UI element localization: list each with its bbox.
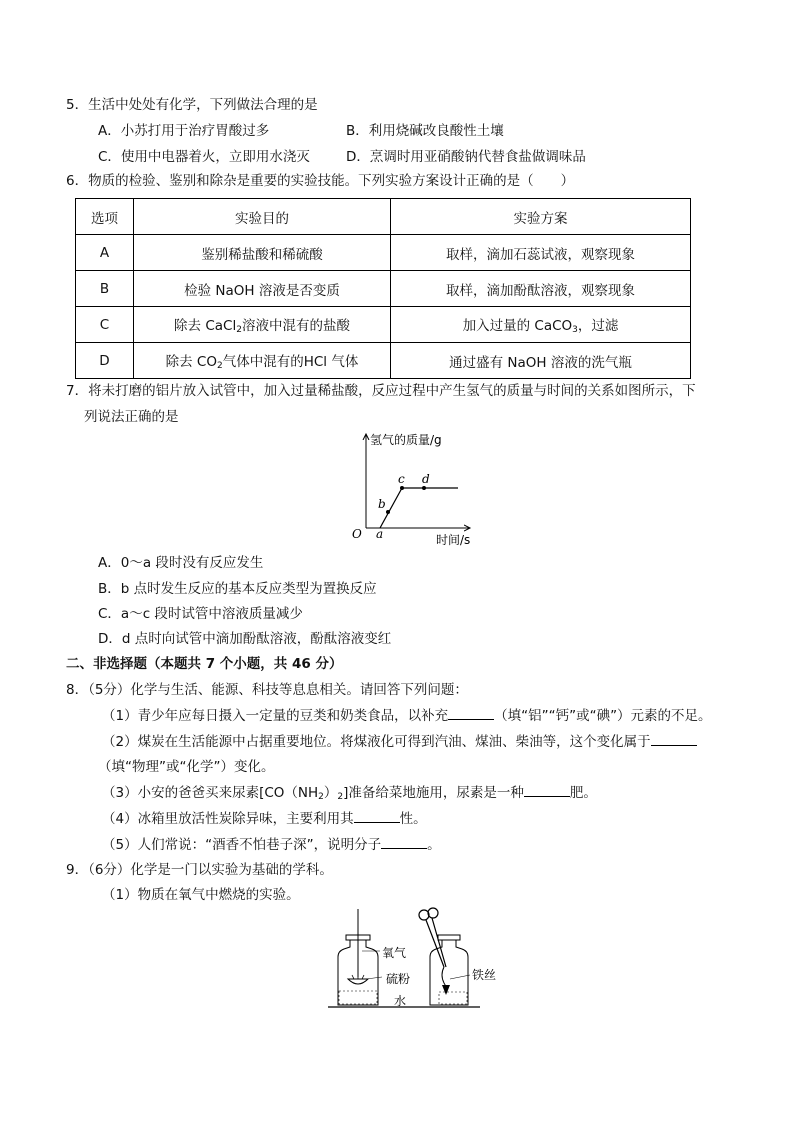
row-plan: 取样，滴加石蕊试液，观察现象	[391, 235, 691, 271]
combustion-apparatus-diagram	[320, 905, 500, 1017]
q5-option-b: B．利用烧碱改良酸性土壤	[346, 123, 504, 139]
q9-part1: （1）物质在氧气中燃烧的实验。	[102, 887, 300, 903]
answer-blank[interactable]	[651, 733, 697, 746]
hydrogen-curve	[380, 488, 458, 528]
q8-part3: （3）小安的爸爸买来尿素$[CO(NH_2)_2]$准备给菜地施用，尿素是一种 肥。	[102, 785, 597, 802]
leader-line	[450, 975, 470, 979]
leader-line	[366, 977, 382, 979]
row-plan: 通过盛有 NaOH 溶液的洗气瓶	[391, 343, 691, 379]
q5-stem: 5．生活中处处有化学，下列做法合理的是	[66, 97, 318, 113]
oxygen-label: 氧气	[382, 946, 407, 960]
header-purpose: 实验目的	[134, 199, 391, 235]
table-row	[76, 343, 691, 379]
q5-option-d: D．烹调时用亚硝酸钠代替食盐做调味品	[346, 149, 586, 165]
q8-stem: 8．（5分）化学与生活、能源、科技等息息相关。请回答下列问题：	[66, 682, 468, 698]
point-b	[386, 510, 390, 514]
origin-label: O	[352, 527, 362, 541]
section-heading: 二、非选择题（本题共 7 个小题，共 46 分）	[66, 656, 343, 672]
point-b-label: b	[378, 497, 386, 511]
x-axis-label: 时间/s	[436, 533, 471, 547]
q6-stem: 6．物质的检验、鉴别和除杂是重要的实验技能。下列实验方案设计正确的是（ ）	[66, 173, 575, 189]
answer-blank[interactable]	[448, 707, 494, 720]
q7-option-d: D．d 点时向试管中滴加酚酞溶液，酚酞溶液变红	[98, 631, 392, 647]
q8-part1: （1）青少年应每日摄入一定量的豆类和奶类食品，以补充 （填“铝”“钙”或“碘”）元素的不足。	[102, 708, 712, 724]
sulfur-label: 硫粉	[386, 972, 411, 986]
row-plan: 取样，滴加酚酞溶液，观察现象	[391, 271, 691, 307]
q7-option-a: A．0～a 段时没有反应发生	[98, 555, 264, 571]
crucible-tongs	[419, 908, 450, 995]
row-plan: 加入过量的 CaCO$_3$，过滤	[391, 307, 691, 343]
q8-part2: （2）煤炭在生活能源中占据重要地位。将煤液化可得到汽油、煤油、柴油等，这个变化属于	[102, 733, 697, 751]
answer-blank[interactable]	[524, 784, 570, 797]
header-plan: 实验方案	[391, 199, 691, 235]
row-purpose: 除去 CaCl$_2$溶液中混有的盐酸	[134, 307, 391, 343]
q8-part4: （4）冰箱里放活性炭除异味，主要利用其 性。	[102, 811, 427, 827]
point-d	[422, 486, 426, 490]
q9-stem: 9．（6分）化学是一门以实验为基础的学科。	[66, 862, 333, 878]
point-c-label: c	[398, 472, 405, 486]
q7-option-b: B．b 点时发生反应的基本反应类型为置换反应	[98, 581, 377, 597]
header-option: 选项	[76, 199, 134, 235]
row-option: B	[76, 271, 134, 307]
row-purpose: 鉴别稀盐酸和稀硫酸	[134, 235, 391, 271]
point-a-label: a	[376, 527, 384, 541]
table-row	[76, 235, 691, 271]
water-label: 水	[394, 994, 407, 1008]
q7-stem-line1: 7．将未打磨的铝片放入试管中，加入过量稀盐酸，反应过程中产生氢气的质量与时间的关系如图所示，下	[66, 383, 696, 399]
table-header-row	[76, 199, 691, 235]
row-option: C	[76, 307, 134, 343]
q6-table	[75, 198, 691, 379]
y-axis-label: 氢气的质量/g	[370, 433, 442, 447]
q5-option-a: A．小苏打用于治疗胃酸过多	[98, 123, 270, 139]
point-c	[400, 486, 404, 490]
iron-wire-label: 铁丝	[472, 968, 497, 982]
q7-stem-line2: 列说法正确的是	[84, 409, 179, 425]
row-purpose: 检验 NaOH 溶液是否变质	[134, 271, 391, 307]
table-row	[76, 307, 691, 343]
answer-blank[interactable]	[381, 836, 427, 849]
answer-blank[interactable]	[354, 810, 400, 823]
q7-option-c: C．a～c 段时试管中溶液质量减少	[98, 606, 303, 622]
row-purpose: 除去 $CO_2$气体中混有的HCl 气体	[134, 343, 391, 379]
row-option: D	[76, 343, 134, 379]
row-option: A	[76, 235, 134, 271]
q8-part2-cont: （填“物理”或“化学”）变化。	[98, 759, 275, 775]
hydrogen-mass-graph	[340, 428, 510, 548]
q5-option-c: C．使用中电器着火，立即用水浇灭	[98, 149, 310, 165]
point-d-label: d	[422, 472, 430, 486]
table-row	[76, 271, 691, 307]
left-gas-jar	[338, 909, 378, 1005]
q8-part5: （5）人们常说：“酒香不怕巷子深”，说明分子 。	[102, 837, 441, 853]
